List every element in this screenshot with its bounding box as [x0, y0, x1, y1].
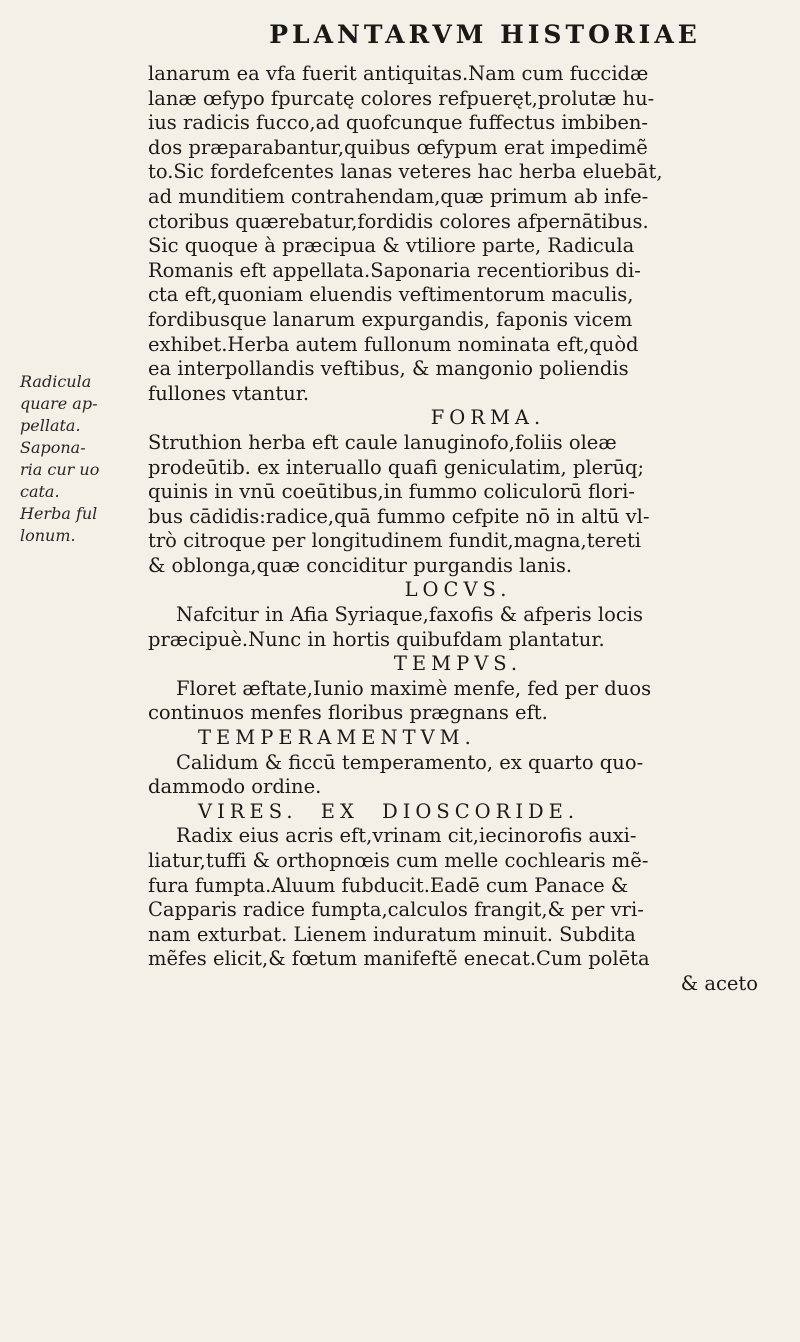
- section-heading-locus: LOCVS.: [404, 578, 512, 602]
- margin-notes: [20, 372, 138, 548]
- text-line: dos præparabantur,quibus œfypum erat impedimẽ: [148, 135, 648, 159]
- text-line: mẽfes elicit,& fœtum manifeftẽ enecat.Cum polēta: [148, 947, 650, 971]
- margin-note: Sapona-: [20, 438, 86, 457]
- text-line: Capparis radice fumpta,calculos frangit,& per vri-: [148, 898, 644, 922]
- catchword: & aceto: [680, 971, 758, 995]
- text-line: fullones vtantur.: [148, 381, 310, 405]
- text-line: ea interpollandis veftibus, & mangonio poliendis: [148, 357, 629, 381]
- text-line: Sic quoque à præcipua & vtiliore parte, Radicula: [148, 234, 635, 258]
- text-line: Struthion herba eft caule lanuginofo,foliis oleæ: [148, 430, 617, 454]
- text-line: dammodo ordine.: [148, 775, 322, 799]
- text-line: fura fumpta.Aluum fubducit.Eadē cum Panace &: [148, 873, 629, 897]
- text-line: lanæ œfypo fpurcatę colores refpueręt,prolutæ hu-: [148, 86, 655, 110]
- text-line: Calidum & ficcū temperamento, ex quarto quo-: [176, 750, 644, 774]
- text-line: cta eft,quoniam eluendis veftimentorum maculis,: [148, 283, 634, 307]
- text-line: prodeūtib. ex interuallo quafi geniculatim, plerūq;: [148, 455, 645, 479]
- text-line: fordibusque lanarum expurgandis, faponis vicem: [148, 307, 633, 331]
- section-heading-temperamentum: TEMPERAMENTVM.: [198, 726, 476, 750]
- text-line: bus cādidis:radice,quā fummo cefpite nō in altū vl-: [148, 504, 650, 528]
- text-line: ad munditiem contrahendam,quæ primum ab infe-: [148, 184, 649, 208]
- text-line: præcipuè.Nunc in hortis quibufdam plantatur.: [148, 627, 605, 651]
- text-line: lanarum ea vfa fuerit antiquitas.Nam cum fuccidæ: [148, 62, 649, 85]
- text-line: nam exturbat. Lienem induratum minuit. Subdita: [148, 922, 636, 946]
- section-heading-vires: VIRES. EX DIOSCORIDE.: [198, 799, 580, 823]
- section-heading-forma: FORMA.: [430, 406, 546, 430]
- text-line: quinis in vnū coeūtibus,in fummo coliculorū flori-: [148, 480, 635, 504]
- text-line: trò citroque per longitudinem fundit,magna,tereti: [148, 529, 642, 553]
- margin-note: quare ap-: [20, 394, 98, 413]
- text-line: Floret æftate,Iunio maximè menfe, fed per duos: [176, 676, 652, 700]
- margin-note: ria cur uo: [20, 460, 100, 479]
- section-heading-tempus: TEMPVS.: [393, 652, 523, 676]
- text-line: liatur,tuffi & orthopnœis cum melle cochlearis mẽ-: [148, 849, 649, 872]
- margin-note: lonum.: [20, 526, 76, 545]
- text-line: continuos menfes floribus prægnans eft.: [148, 701, 548, 725]
- margin-note: Radicula: [20, 372, 92, 391]
- text-line: ctoribus quærebatur,fordidis colores afpernātibus.: [148, 209, 649, 233]
- running-head: PLANTARVM HISTORIAE: [269, 20, 701, 49]
- text-line: & oblonga,quæ conciditur purgandis lanis.: [148, 553, 573, 577]
- text-line: exhibet.Herba autem fullonum nominata eft,quòd: [148, 332, 639, 356]
- text-line: to.Sic fordefcentes lanas veteres hac herba eluebāt,: [148, 160, 663, 184]
- margin-note: Herba ful: [20, 504, 98, 523]
- text-line: Nafcitur in Afia Syriaque,faxofis & afperis locis: [176, 603, 644, 627]
- text-line: Radix eius acris eft,vrinam cit,iecinorofis auxi-: [176, 824, 637, 848]
- main-text: [148, 62, 768, 997]
- text-line: ius radicis fucco,ad quofcunque fuffectus imbiben-: [148, 111, 649, 135]
- margin-note: cata.: [20, 482, 60, 501]
- text-line: Romanis eft appellata.Saponaria recentioribus di-: [148, 258, 641, 282]
- margin-note: pellata.: [20, 416, 81, 435]
